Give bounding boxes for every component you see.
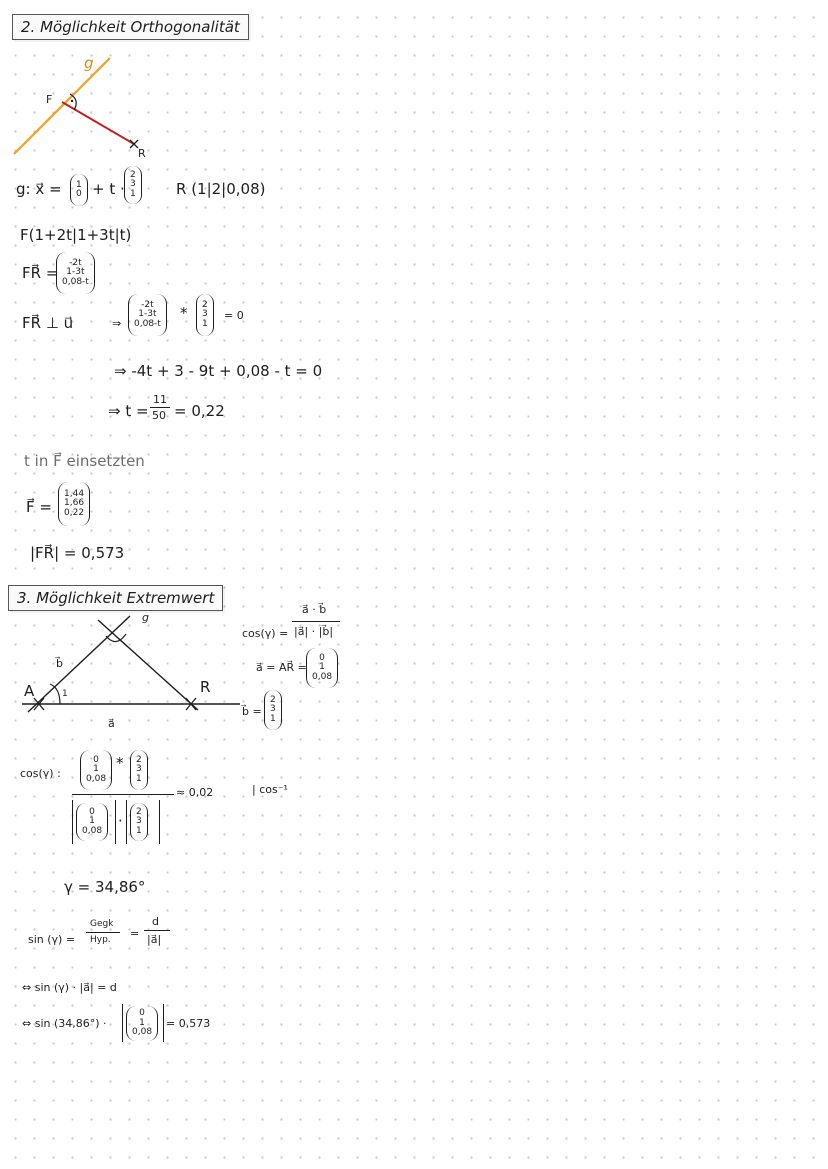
step-2-prefix: ⇔ sin (34,86°) · [22, 1017, 107, 1030]
label-a-tri: a⃗ [108, 717, 115, 730]
direction-vector: 2 3 1 [124, 166, 142, 204]
distance-result: |FR⃗| = 0,573 [30, 544, 125, 562]
section2-title: 2. Möglichkeit Orthogonalität [12, 14, 249, 40]
label-R: R [138, 147, 146, 160]
cos-formula-numerator: a⃗ · b⃗ [302, 603, 327, 616]
insert-instruction: t in F⃗ einsetzten [24, 452, 145, 470]
calc-result: ≈ 0,02 [176, 786, 214, 799]
calc-abs-vector-2: 2 3 1 [130, 803, 148, 841]
line-equation-prefix: g: x⃗ = [16, 180, 62, 198]
line-g [98, 620, 198, 710]
a-vector: 0 1 0,08 [306, 648, 338, 688]
segment-FR [62, 102, 134, 144]
calc-dot: · [118, 812, 123, 830]
calc-star: * [116, 754, 124, 772]
fraction-denominator: 50 [152, 409, 166, 422]
line-b [28, 616, 130, 712]
angle-arc-A [50, 684, 60, 704]
equation-line-2-suffix: = 0,22 [174, 402, 225, 420]
sin-equals: = [130, 927, 140, 940]
calc-vector-2: 2 3 1 [130, 750, 148, 790]
angle-mark: 1 [62, 689, 68, 699]
point-R: R (1|2|0,08) [176, 180, 266, 198]
F-vector-label: F⃗ = [26, 498, 52, 516]
dot-vector-1: -2t 1-3t 0,08-t [128, 294, 167, 336]
fraction-numerator: 11 [153, 393, 167, 406]
hyp-label: Hyp. [90, 935, 111, 945]
cos-formula-lhs: cos(γ) = [242, 627, 289, 640]
sin-fraction-bar [86, 932, 120, 933]
line-g [14, 54, 110, 154]
dot-vector-2: 2 3 1 [196, 294, 214, 336]
cross-mark-R [130, 140, 138, 148]
a-definition: a⃗ = AR⃗ = [256, 661, 307, 674]
equation-line-1: ⇒ -4t + 3 - 9t + 0,08 - t = 0 [114, 362, 323, 380]
triangle-figure [18, 612, 248, 722]
calc-abs-vector-1: 0 1 0,08 [76, 803, 108, 841]
label-g: g [84, 54, 94, 72]
FR-vector: -2t 1-3t 0,08-t [56, 252, 95, 294]
calc-vector-1: 0 1 0,08 [80, 750, 112, 790]
label-g-top: g [142, 611, 149, 624]
fraction-bar [150, 407, 170, 408]
FR-label: FR⃗ = [22, 264, 59, 282]
dot-symbol: * [180, 304, 188, 322]
b-definition: b⃗ = [242, 705, 262, 718]
label-b-tri: b⃗ [56, 657, 63, 670]
step-2-vector: 0 1 0,08 [126, 1006, 158, 1041]
abs-a-label: |a⃗| [147, 933, 162, 946]
d-fraction-bar [144, 930, 170, 931]
label-A: A [24, 682, 35, 700]
point-F: F(1+2t|1+3t|t) [20, 226, 132, 244]
support-vector: 1 0 [70, 174, 88, 206]
gamma-result: γ = 34,86° [64, 878, 146, 896]
plus-t: + t · [92, 180, 125, 198]
equals-zero: = 0 [224, 309, 244, 322]
implies-arrow: ⇒ [112, 317, 122, 330]
perpendicular-statement: FR⃗ ⊥ u⃗ [22, 314, 74, 332]
b-vector: 2 3 1 [264, 690, 282, 730]
label-F: F [46, 93, 53, 106]
inverse-note: | cos⁻¹ [252, 783, 288, 796]
orthogonal-figure [10, 50, 190, 170]
label-R-tri: R [200, 678, 211, 696]
equation-line-2-prefix: ⇒ t = [108, 402, 149, 420]
sin-lhs: sin (γ) = [28, 933, 76, 946]
d-label: d [152, 915, 159, 928]
calc-fraction-bar [72, 794, 174, 795]
step-2-suffix: = 0,573 [166, 1017, 211, 1030]
gegk-label: Gegk [90, 919, 114, 929]
F-vector: 1,44 1,66 0,22 [58, 482, 90, 526]
cos-calc-lhs: cos(γ) : [20, 767, 61, 780]
cos-formula-denominator: |a⃗| · |b⃗| [294, 625, 334, 638]
section3-title: 3. Möglichkeit Extremwert [8, 585, 223, 611]
step-1: ⇔ sin (γ) · |a⃗| = d [22, 981, 117, 994]
cos-formula-bar [292, 621, 340, 622]
